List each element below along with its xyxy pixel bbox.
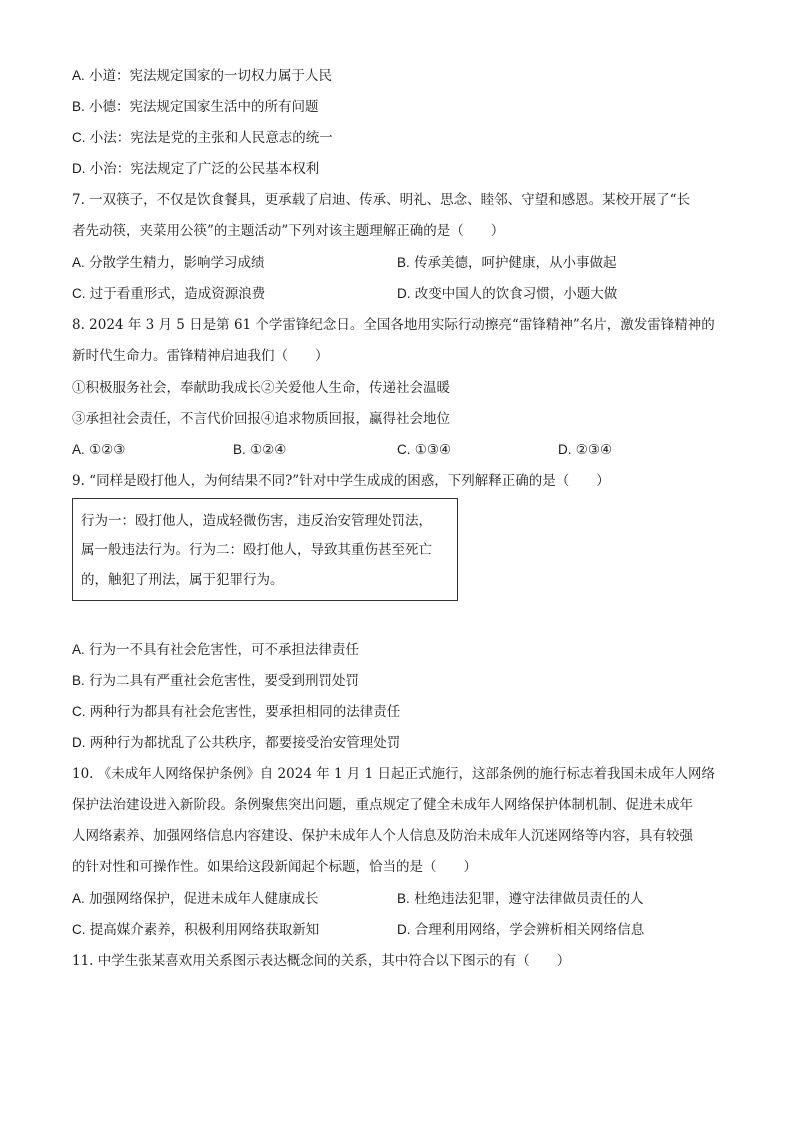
q6-option-d: D. 小治：宪法规定了广泛的公民基本权利 — [72, 161, 320, 177]
q7-option-a: A. 分散学生精力，影响学习成绩 — [72, 255, 265, 271]
q8-statements-line1: ①积极服务社会，奉献助我成长②关爱他人生命，传递社会温暖 — [72, 380, 450, 396]
q11-stem: 11. 中学生张某喜欢用关系图示表达概念间的关系，其中符合以下图示的有（ ） — [72, 953, 571, 969]
q9-material-box — [72, 498, 458, 601]
q9-option-b: B. 行为二具有严重社会危害性，要受到刑罚处罚 — [72, 673, 360, 689]
q10-option-c: C. 提高媒介素养，积极利用网络获取新知 — [72, 922, 320, 938]
q8-option-a: A. ①②③ — [72, 442, 126, 458]
q8-option-c: C. ①③④ — [397, 442, 452, 458]
q10-option-b: B. 杜绝违法犯罪，遵守法律做员责任的人 — [397, 891, 644, 907]
q8-statements-line2: ③承担社会责任，不言代价回报④追求物质回报，赢得社会地位 — [72, 411, 450, 427]
q7-stem-line2: 者先动筷，夹菜用公筷”的主题活动”下列对该主题理解正确的是（ ） — [72, 223, 505, 239]
q10-stem-line4: 的针对性和可操作性。如果给这段新闻起个标题，恰当的是（ ） — [72, 859, 477, 875]
q8-stem-line1: 8. 2024 年 3 月 5 日是第 61 个学雷锋纪念日。全国各地用实际行动擦亮“雷锋精神”名片，激发雷锋精神的 — [72, 317, 715, 333]
q8-option-b: B. ①②④ — [233, 442, 287, 458]
q7-option-d: D. 改变中国人的饮食习惯，小题大做 — [397, 286, 618, 302]
q9-box-line3: 的，触犯了刑法，属于犯罪行为。 — [81, 572, 284, 588]
q9-box-line2: 属一般违法行为。行为二：殴打他人，导致其重伤甚至死亡 — [81, 542, 432, 558]
q9-option-c: C. 两种行为都具有社会危害性，要承担相同的法律责任 — [72, 704, 401, 720]
q9-option-a: A. 行为一不具有社会危害性，可不承担法律责任 — [72, 642, 360, 658]
q10-stem-line2: 保护法治建设进入新阶段。条例聚焦突出问题，重点规定了健全未成年人网络保护体制机制、促进未成年 — [72, 797, 693, 813]
q9-option-d: D. 两种行为都扰乱了公共秩序，都要接受治安管理处罚 — [72, 735, 401, 751]
q6-option-b: B. 小德：宪法规定国家生活中的所有问题 — [72, 99, 319, 115]
q6-option-a: A. 小道：宪法规定国家的一切权力属于人民 — [72, 68, 333, 84]
q10-option-a: A. 加强网络保护，促进未成年人健康成长 — [72, 891, 319, 907]
q7-stem-line1: 7. 一双筷子，不仅是饮食餐具，更承载了启迪、传承、明礼、思念、睦邻、守望和感恩。某校开展了“长 — [72, 192, 691, 208]
q10-stem-line3: 人网络素养、加强网络信息内容建设、保护未成年人个人信息及防治未成年人沉迷网络等内容，具有较强 — [72, 828, 693, 844]
q9-box-line1: 行为一：殴打他人，造成轻微伤害，违反治安管理处罚法， — [81, 513, 432, 529]
q6-option-c: C. 小法：宪法是党的主张和人民意志的统一 — [72, 130, 333, 146]
q10-stem-line1: 10. 《未成年人网络保护条例》自 2024 年 1 月 1 日起正式施行，这部条例的施行标志着我国未成年人网络 — [72, 766, 716, 782]
q8-option-d: D. ②③④ — [558, 442, 613, 458]
q7-option-b: B. 传承美德，呵护健康，从小事做起 — [397, 255, 617, 271]
q9-stem: 9. “同样是殴打他人，为何结果不同?”针对中学生成成的困惑，下列解释正确的是（ ） — [72, 473, 610, 489]
q10-option-d: D. 合理利用网络，学会辨析相关网络信息 — [397, 922, 645, 938]
q8-stem-line2: 新时代生命力。雷锋精神启迪我们（ ） — [72, 348, 329, 364]
q7-option-c: C. 过于看重形式，造成资源浪费 — [72, 286, 266, 302]
